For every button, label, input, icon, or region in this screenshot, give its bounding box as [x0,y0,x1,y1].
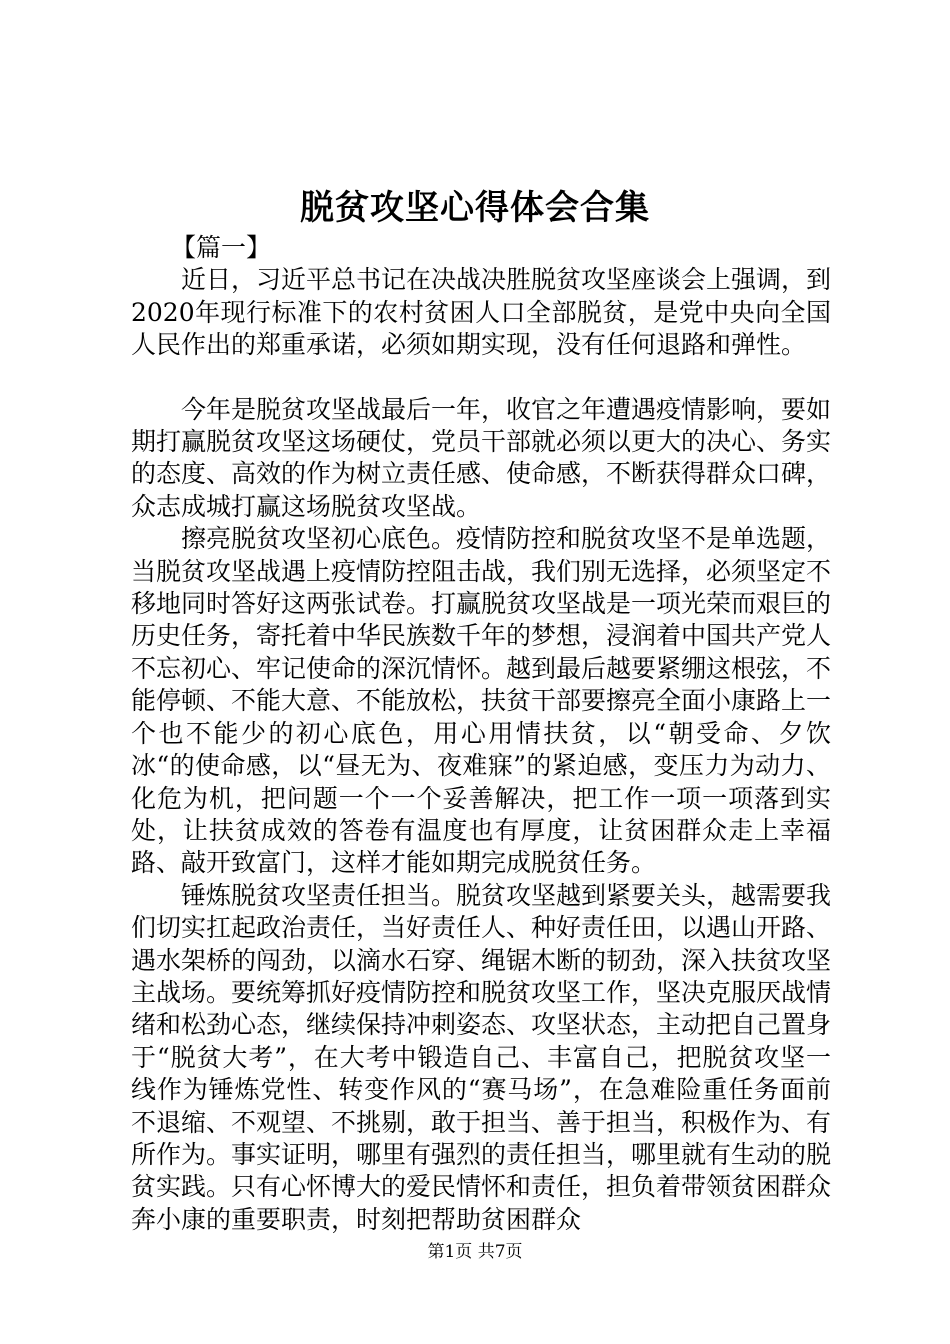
paragraph-2: 今年是脱贫攻坚战最后一年，收官之年遭遇疫情影响，要如期打赢脱贫攻坚这场硬仗，党员干部就必须以更大的决心、务实的态度、高效的作为树立责任感、使命感，不断获得群众口碑，众志成城打赢这场脱贫攻坚战。 [131,394,832,521]
paragraph-1: 近日，习近平总书记在决战决胜脱贫攻坚座谈会上强调，到2020年现行标准下的农村贫困人口全部脱贫，是党中央向全国人民作出的郑重承诺，必须如期实现，没有任何退路和弹性。 [131,265,832,360]
section-label: 【篇一】 [171,233,272,262]
paragraph-3: 擦亮脱贫攻坚初心底色。疫情防控和脱贫攻坚不是单选题，当脱贫攻坚战遇上疫情防控阻击战，我们别无选择，必须坚定不移地同时答好这两张试卷。打赢脱贫攻坚战是一项光荣而艰巨的历史任务，寄托着中华民族数千年的梦想，浸润着中国共产党人不忘初心、牢记使命的深沉情怀。越到最后越要紧绷这根弦，不能停顿、不能大意、不能放松，扶贫干部要擦亮全面小康路上一个也不能少的初心底色，用心用情扶贫，以“朝受命、夕饮冰“的使命感，以“昼无为、夜难寐”的紧迫感，变压力为动力、化危为机，把问题一个一个妥善解决，把工作一项一项落到实处，让扶贫成效的答卷有温度也有厚度，让贫困群众走上幸福路、敲开致富门，这样才能如期完成脱贫任务。 [131,524,832,878]
document-title: 脱贫攻坚心得体会合集 [300,188,650,228]
paragraph-4: 锤炼脱贫攻坚责任担当。脱贫攻坚越到紧要关头，越需要我们切实扛起政治责任，当好责任人、种好责任田，以遇山开路、遇水架桥的闯劲，以滴水石穿、绳锯木断的韧劲，深入扶贫攻坚主战场。要统筹抓好疫情防控和脱贫攻坚工作，坚决克服厌战情绪和松劲心态，继续保持冲刺姿态、攻坚状态，主动把自己置身于“脱贫大考”，在大考中锻造自己、丰富自己，把脱贫攻坚一线作为锤炼党性、转变作风的“赛马场”，在急难险重任务面前不退缩、不观望、不挑剔，敢于担当、善于担当，积极作为、有所作为。事实证明，哪里有强烈的责任担当，哪里就有生动的脱贫实践。只有心怀博大的爱民情怀和责任，担负着带领贫困群众奔小康的重要职责，时刻把帮助贫困群众 [131,880,832,1234]
page-footer: 第1页 共7页 [427,1242,523,1262]
document-body [131,232,831,1236]
